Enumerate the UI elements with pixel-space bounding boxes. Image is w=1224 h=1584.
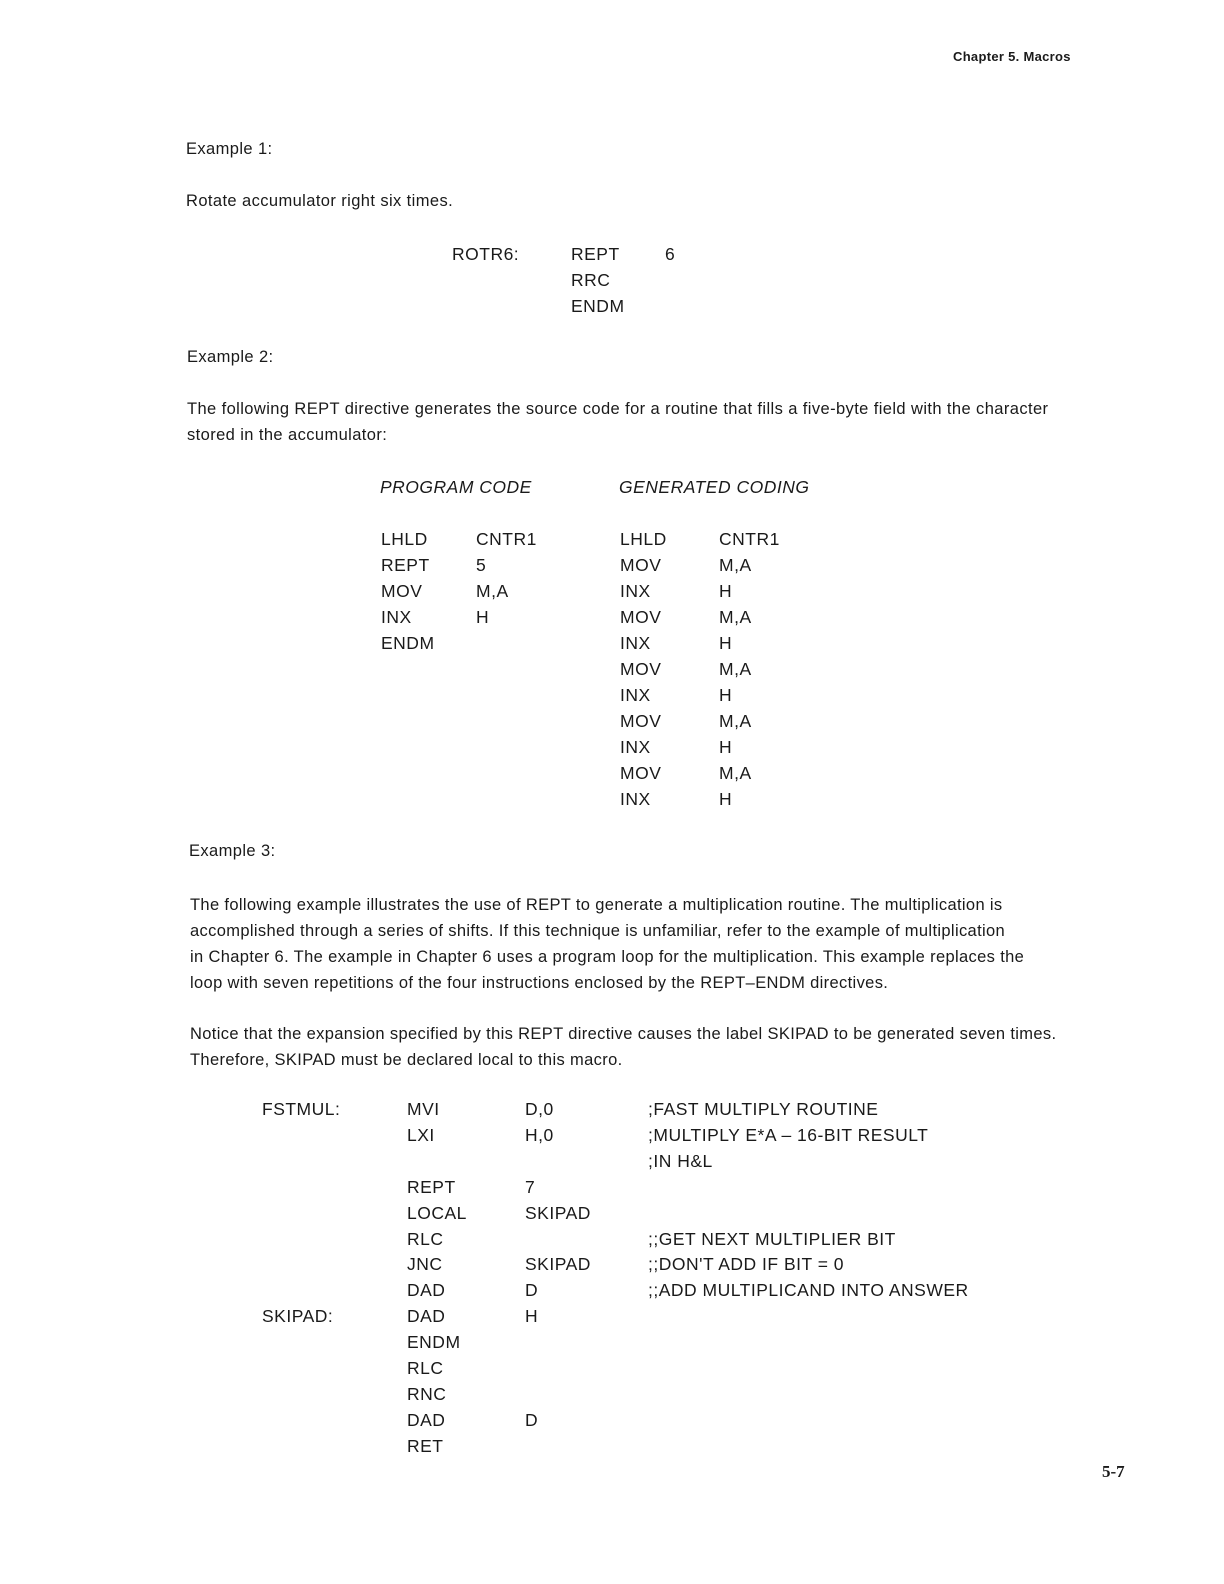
example3-paragraph1 xyxy=(190,892,1130,996)
code-operand: H,0 xyxy=(525,1125,554,1145)
program-operand: H xyxy=(476,607,490,627)
code-comment: ;;ADD MULTIPLICAND INTO ANSWER xyxy=(648,1280,969,1300)
generated-opcode: INX xyxy=(620,633,651,653)
generated-operand: CNTR1 xyxy=(719,529,780,549)
generated-operand: H xyxy=(719,685,733,705)
program-opcode: INX xyxy=(381,607,412,627)
code-operand: 6 xyxy=(665,244,676,264)
generated-opcode: MOV xyxy=(620,555,662,575)
code-opcode: REPT xyxy=(407,1177,456,1197)
generated-operand: H xyxy=(719,789,733,809)
example2-description-line2: stored in the accumulator: xyxy=(187,426,388,444)
code-operand: D xyxy=(525,1410,539,1430)
program-opcode: LHLD xyxy=(381,529,428,549)
generated-opcode: LHLD xyxy=(620,529,667,549)
code-label: FSTMUL: xyxy=(262,1099,341,1119)
code-comment: ;IN H&L xyxy=(648,1151,713,1171)
example1-label: ROTR6: xyxy=(452,244,520,264)
paragraph-line: Therefore, SKIPAD must be declared local to this macro. xyxy=(190,1051,623,1069)
paragraph-line: Notice that the expansion specified by this REPT directive causes the label SKIPAD to be generated seven times. xyxy=(190,1025,1057,1043)
code-label: SKIPAD: xyxy=(262,1306,334,1326)
program-opcode: REPT xyxy=(381,555,430,575)
program-operand: M,A xyxy=(476,581,509,601)
paragraph-line: accomplished through a series of shifts. If this technique is unfamiliar, refer to the example of multiplication xyxy=(190,922,1006,940)
example3-paragraph2 xyxy=(190,1021,1130,1073)
code-opcode: LXI xyxy=(407,1125,435,1145)
program-code-header: PROGRAM CODE xyxy=(380,477,532,497)
code-opcode: RNC xyxy=(407,1384,447,1404)
program-opcode: MOV xyxy=(381,581,423,601)
code-opcode: RLC xyxy=(407,1229,444,1249)
paragraph-line: The following example illustrates the use of REPT to generate a multiplication routine. The multiplication is xyxy=(190,896,1003,914)
generated-opcode: MOV xyxy=(620,711,662,731)
example2-heading: Example 2: xyxy=(187,348,274,366)
code-opcode: REPT xyxy=(571,244,620,264)
code-opcode: DAD xyxy=(407,1280,446,1300)
program-opcode: ENDM xyxy=(381,633,435,653)
code-comment: ;MULTIPLY E*A – 16-BIT RESULT xyxy=(648,1125,929,1145)
generated-opcode: MOV xyxy=(620,607,662,627)
generated-opcode: INX xyxy=(620,789,651,809)
code-operand: 7 xyxy=(525,1177,536,1197)
code-opcode: JNC xyxy=(407,1254,443,1274)
code-operand: SKIPAD xyxy=(525,1203,591,1223)
paragraph-line: in Chapter 6. The example in Chapter 6 uses a program loop for the multiplication. This example replaces the xyxy=(190,948,1025,966)
code-comment: ;;DON'T ADD IF BIT = 0 xyxy=(648,1254,845,1274)
generated-operand: M,A xyxy=(719,659,752,679)
code-operand: D xyxy=(525,1280,539,1300)
generated-opcode: INX xyxy=(620,685,651,705)
code-opcode: ENDM xyxy=(571,296,625,316)
generated-opcode: MOV xyxy=(620,659,662,679)
running-header: Chapter 5. Macros xyxy=(953,49,1071,64)
generated-opcode: MOV xyxy=(620,763,662,783)
code-opcode: DAD xyxy=(407,1410,446,1430)
example2-description-line1: The following REPT directive generates the source code for a routine that fills a five-byte field with the character xyxy=(187,400,1049,418)
code-operand: H xyxy=(525,1306,539,1326)
generated-operand: H xyxy=(719,633,733,653)
generated-operand: M,A xyxy=(719,555,752,575)
example1-description: Rotate accumulator right six times. xyxy=(186,192,454,210)
program-operand: 5 xyxy=(476,555,487,575)
code-opcode: RLC xyxy=(407,1358,444,1378)
code-comment: ;FAST MULTIPLY ROUTINE xyxy=(648,1099,879,1119)
program-operand: CNTR1 xyxy=(476,529,537,549)
code-opcode: DAD xyxy=(407,1306,446,1326)
generated-operand: M,A xyxy=(719,711,752,731)
code-comment: ;;GET NEXT MULTIPLIER BIT xyxy=(648,1229,896,1249)
generated-operand: M,A xyxy=(719,763,752,783)
generated-operand: H xyxy=(719,581,733,601)
code-opcode: RRC xyxy=(571,270,611,290)
code-operand: D,0 xyxy=(525,1099,554,1119)
code-opcode: RET xyxy=(407,1436,444,1456)
generated-opcode: INX xyxy=(620,581,651,601)
paragraph-line: loop with seven repetitions of the four instructions enclosed by the REPT–ENDM directives. xyxy=(190,974,889,992)
code-opcode: ENDM xyxy=(407,1332,461,1352)
code-opcode: LOCAL xyxy=(407,1203,467,1223)
code-operand: SKIPAD xyxy=(525,1254,591,1274)
generated-coding-header: GENERATED CODING xyxy=(619,477,810,497)
example1-heading: Example 1: xyxy=(186,140,273,158)
code-opcode: MVI xyxy=(407,1099,440,1119)
example3-heading: Example 3: xyxy=(189,842,276,860)
generated-opcode: INX xyxy=(620,737,651,757)
generated-operand: H xyxy=(719,737,733,757)
generated-operand: M,A xyxy=(719,607,752,627)
page-number: 5-7 xyxy=(1102,1462,1125,1481)
